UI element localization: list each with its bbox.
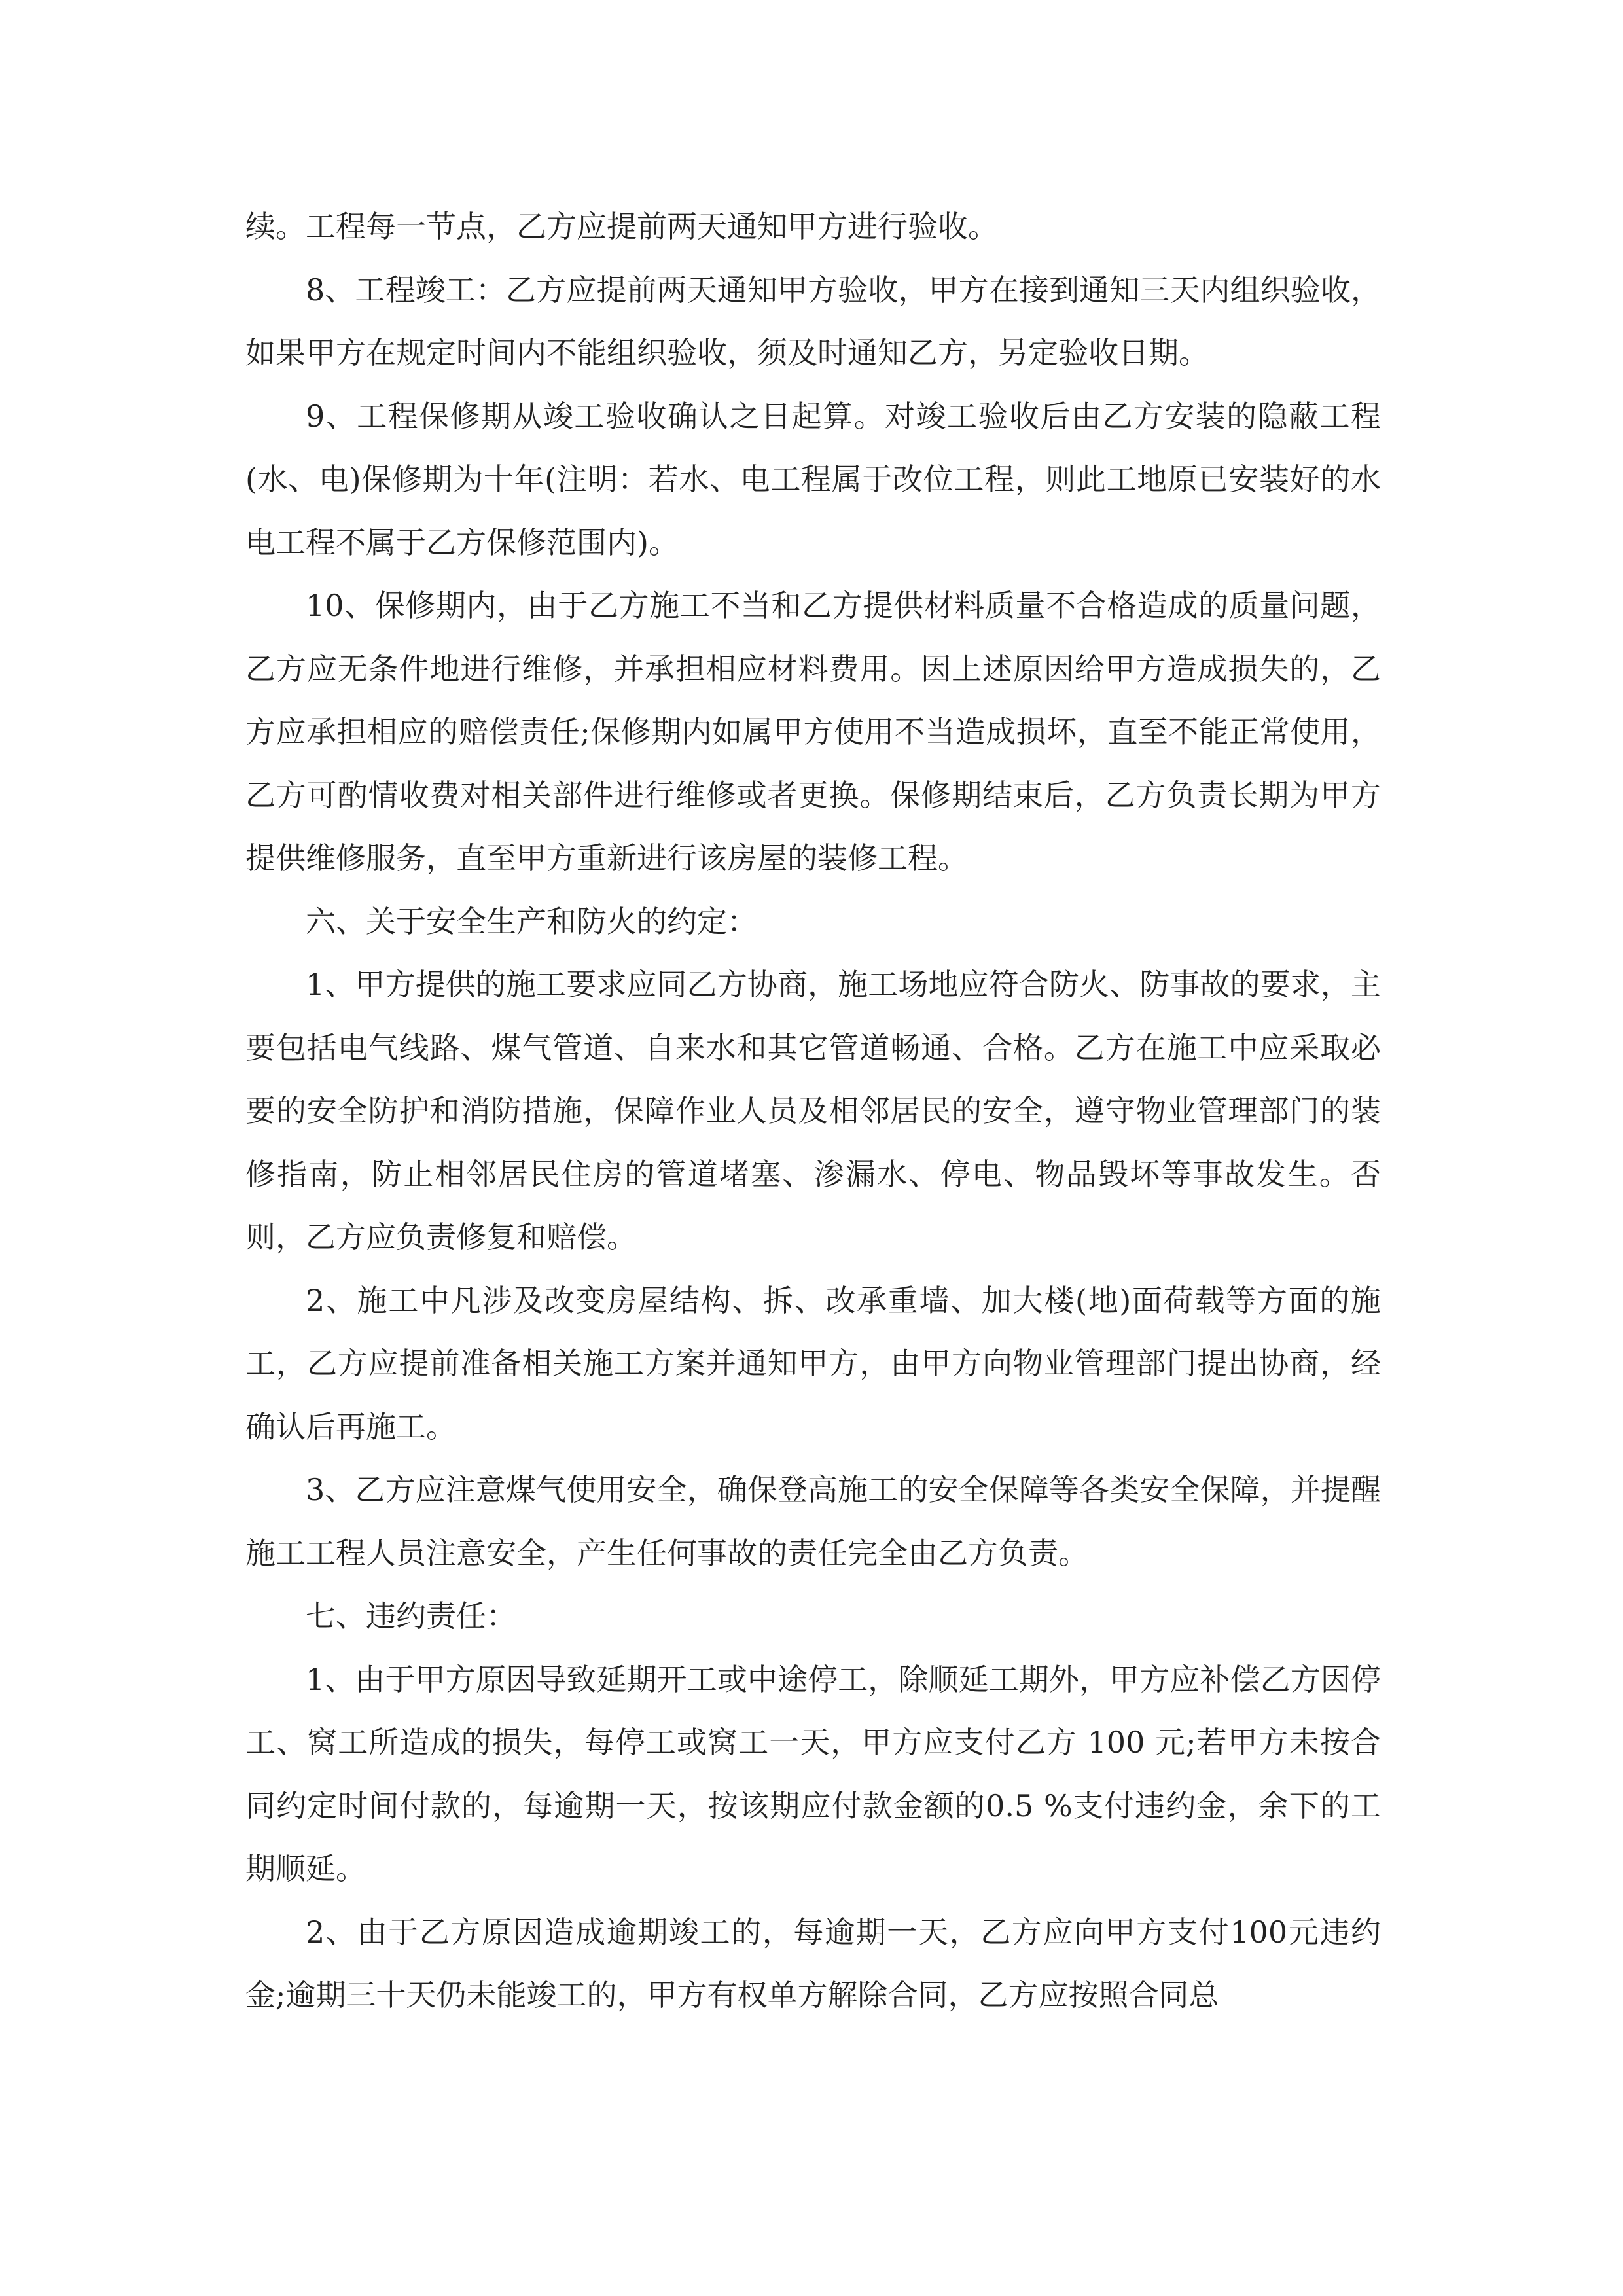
section-heading-safety: 六、关于安全生产和防火的约定： xyxy=(306,903,757,939)
paragraph-continuation: 续。工程每一节点，乙方应提前两天通知甲方进行验收。 xyxy=(245,209,998,244)
paragraph-clause-10: 10、保修期内，由于乙方施工不当和乙方提供材料质量不合格造成的质量问题，乙方应无条件地进行维修，并承担相应材料费用。因上述原因给甲方造成损失的，乙方应承担相应的赔偿责任;保修期内如属甲方使用不当造成损坏，直至不能正常使用，乙方可酌情收费对相关部件进行维修或者更换。保修期结束后，乙方负责长期为甲方提供维修服务，直至甲方重新进行该房屋的装修工程。 xyxy=(245,588,1381,876)
paragraph-safety-2: 2、施工中凡涉及改变房屋结构、拆、改承重墙、加大楼(地)面荷载等方面的施工，乙方应提前准备相关施工方案并通知甲方，由甲方向物业管理部门提出协商，经确认后再施工。 xyxy=(245,1282,1381,1444)
section-heading-liability: 七、违约责任： xyxy=(306,1598,516,1634)
paragraph-clause-9: 9、工程保修期从竣工验收确认之日起算。对竣工验收后由乙方安装的隐蔽工程(水、电)保修期为十年(注明：若水、电工程属于改位工程，则此工地原已安装好的水电工程不属于乙方保修范围内)。 xyxy=(245,398,1381,560)
paragraph-safety-3: 3、乙方应注意煤气使用安全，确保登高施工的安全保障等各类安全保障，并提醒施工工程人员注意安全，产生任何事故的责任完全由乙方负责。 xyxy=(245,1472,1381,1571)
paragraph-liability-1: 1、由于甲方原因导致延期开工或中途停工，除顺延工期外，甲方应补偿乙方因停工、窝工所造成的损失，每停工或窝工一天，甲方应支付乙方 100 元;若甲方未按合同约定时间付款的，每逾期一天，按该期应付款金额的0.5 %支付违约金，余下的工期顺延。 xyxy=(245,1661,1381,1886)
document-body xyxy=(245,195,1381,2027)
paragraph-safety-1: 1、甲方提供的施工要求应同乙方协商，施工场地应符合防火、防事故的要求，主要包括电气线路、煤气管道、自来水和其它管道畅通、合格。乙方在施工中应采取必要的安全防护和消防措施，保障作业人员及相邻居民的安全，遵守物业管理部门的装修指南，防止相邻居民住房的管道堵塞、渗漏水、停电、物品毁坏等事故发生。否则，乙方应负责修复和赔偿。 xyxy=(245,967,1381,1255)
paragraph-clause-8: 8、工程竣工：乙方应提前两天通知甲方验收，甲方在接到通知三天内组织验收，如果甲方在规定时间内不能组织验收，须及时通知乙方，另定验收日期。 xyxy=(245,272,1381,370)
paragraph-liability-2: 2、由于乙方原因造成逾期竣工的，每逾期一天，乙方应向甲方支付100元违约金;逾期三十天仍未能竣工的，甲方有权单方解除合同，乙方应按照合同总 xyxy=(245,1914,1381,2013)
